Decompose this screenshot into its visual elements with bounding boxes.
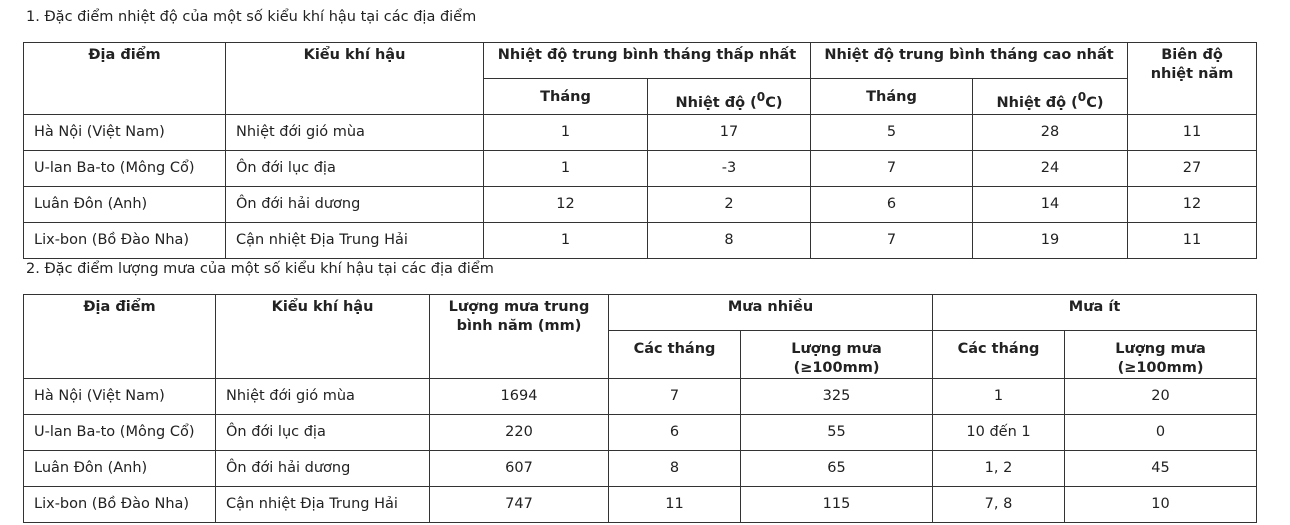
- cell-average-rainfall: 747: [430, 487, 609, 523]
- cell-climate-type: Cận nhiệt Địa Trung Hải: [226, 223, 484, 259]
- cell-average-rainfall: 220: [430, 415, 609, 451]
- cell-heavy-amount: 115: [741, 487, 933, 523]
- cell-climate-type: Cận nhiệt Địa Trung Hải: [216, 487, 430, 523]
- cell-location: Hà Nội (Việt Nam): [24, 115, 226, 151]
- header-low-temperature: Nhiệt độ ($^0$C): [648, 79, 811, 115]
- cell-annual-range: 27: [1128, 151, 1257, 187]
- cell-heavy-months: 8: [609, 451, 741, 487]
- cell-high-temp: 14: [973, 187, 1128, 223]
- table-row: [24, 451, 1257, 487]
- cell-light-months: 1: [933, 379, 1065, 415]
- cell-low-temp: 8: [648, 223, 811, 259]
- cell-location: Luân Đôn (Anh): [24, 451, 216, 487]
- cell-high-month: 7: [811, 151, 973, 187]
- cell-low-month: 1: [484, 151, 648, 187]
- cell-light-amount: 10: [1065, 487, 1257, 523]
- cell-heavy-months: 7: [609, 379, 741, 415]
- cell-light-amount: 0: [1065, 415, 1257, 451]
- cell-high-month: 5: [811, 115, 973, 151]
- cell-heavy-amount: 55: [741, 415, 933, 451]
- cell-climate-type: Ôn đới hải dương: [226, 187, 484, 223]
- cell-heavy-amount: 65: [741, 451, 933, 487]
- header-light-rain: Mưa ít: [933, 295, 1257, 331]
- cell-high-month: 7: [811, 223, 973, 259]
- table-row: [24, 415, 1257, 451]
- header-low-month: Tháng: [484, 79, 648, 115]
- cell-annual-range: 11: [1128, 223, 1257, 259]
- cell-light-months: 7, 8: [933, 487, 1065, 523]
- cell-low-month: 1: [484, 223, 648, 259]
- cell-high-temp: 19: [973, 223, 1128, 259]
- cell-annual-range: 12: [1128, 187, 1257, 223]
- cell-location: Lix-bon (Bồ Đào Nha): [24, 223, 226, 259]
- cell-location: U-lan Ba-to (Mông Cổ): [24, 415, 216, 451]
- cell-climate-type: Ôn đới lục địa: [226, 151, 484, 187]
- temperature-table: [23, 42, 1257, 259]
- cell-low-temp: 17: [648, 115, 811, 151]
- cell-low-month: 12: [484, 187, 648, 223]
- cell-climate-type: Nhiệt đới gió mùa: [226, 115, 484, 151]
- header-heavy-months: Các tháng: [609, 331, 741, 379]
- table-row: [24, 379, 1257, 415]
- cell-light-amount: 45: [1065, 451, 1257, 487]
- header-light-months: Các tháng: [933, 331, 1065, 379]
- table-row: [24, 187, 1257, 223]
- cell-low-month: 1: [484, 115, 648, 151]
- cell-low-temp: -3: [648, 151, 811, 187]
- cell-light-months: 1, 2: [933, 451, 1065, 487]
- header-location: Địa điểm: [24, 295, 216, 379]
- cell-high-month: 6: [811, 187, 973, 223]
- cell-climate-type: Ôn đới hải dương: [216, 451, 430, 487]
- header-average-annual-rainfall: Lượng mưa trung bình năm (mm): [430, 295, 609, 379]
- table-row: [24, 223, 1257, 259]
- table-row: [24, 487, 1257, 523]
- cell-high-temp: 28: [973, 115, 1128, 151]
- cell-location: U-lan Ba-to (Mông Cổ): [24, 151, 226, 187]
- header-annual-range: Biên độ nhiệt năm: [1128, 43, 1257, 115]
- cell-high-temp: 24: [973, 151, 1128, 187]
- cell-heavy-months: 11: [609, 487, 741, 523]
- header-heavy-amount: Lượng mưa (≥100mm): [741, 331, 933, 379]
- cell-climate-type: Ôn đới lục địa: [216, 415, 430, 451]
- header-heavy-rain: Mưa nhiều: [609, 295, 933, 331]
- cell-low-temp: 2: [648, 187, 811, 223]
- table-row: [24, 115, 1257, 151]
- rainfall-section-title: 2. Đặc điểm lượng mưa của một số kiểu khí hậu tại các địa điểm: [26, 261, 494, 277]
- header-highest-monthly-temp: Nhiệt độ trung bình tháng cao nhất: [811, 43, 1128, 79]
- cell-climate-type: Nhiệt đới gió mùa: [216, 379, 430, 415]
- cell-light-months: 10 đến 1: [933, 415, 1065, 451]
- cell-location: Hà Nội (Việt Nam): [24, 379, 216, 415]
- cell-average-rainfall: 1694: [430, 379, 609, 415]
- cell-annual-range: 11: [1128, 115, 1257, 151]
- cell-location: Lix-bon (Bồ Đào Nha): [24, 487, 216, 523]
- temperature-section-title: 1. Đặc điểm nhiệt độ của một số kiểu khí hậu tại các địa điểm: [26, 9, 477, 25]
- cell-location: Luân Đôn (Anh): [24, 187, 226, 223]
- cell-average-rainfall: 607: [430, 451, 609, 487]
- table-row: [24, 151, 1257, 187]
- header-high-temperature: Nhiệt độ ($^0$C): [973, 79, 1128, 115]
- header-lowest-monthly-temp: Nhiệt độ trung bình tháng thấp nhất: [484, 43, 811, 79]
- cell-heavy-amount: 325: [741, 379, 933, 415]
- header-climate-type: Kiểu khí hậu: [216, 295, 430, 379]
- header-high-month: Tháng: [811, 79, 973, 115]
- header-light-amount: Lượng mưa (≥100mm): [1065, 331, 1257, 379]
- rainfall-table: [23, 294, 1257, 523]
- cell-heavy-months: 6: [609, 415, 741, 451]
- header-location: Địa điểm: [24, 43, 226, 115]
- header-climate-type: Kiểu khí hậu: [226, 43, 484, 115]
- cell-light-amount: 20: [1065, 379, 1257, 415]
